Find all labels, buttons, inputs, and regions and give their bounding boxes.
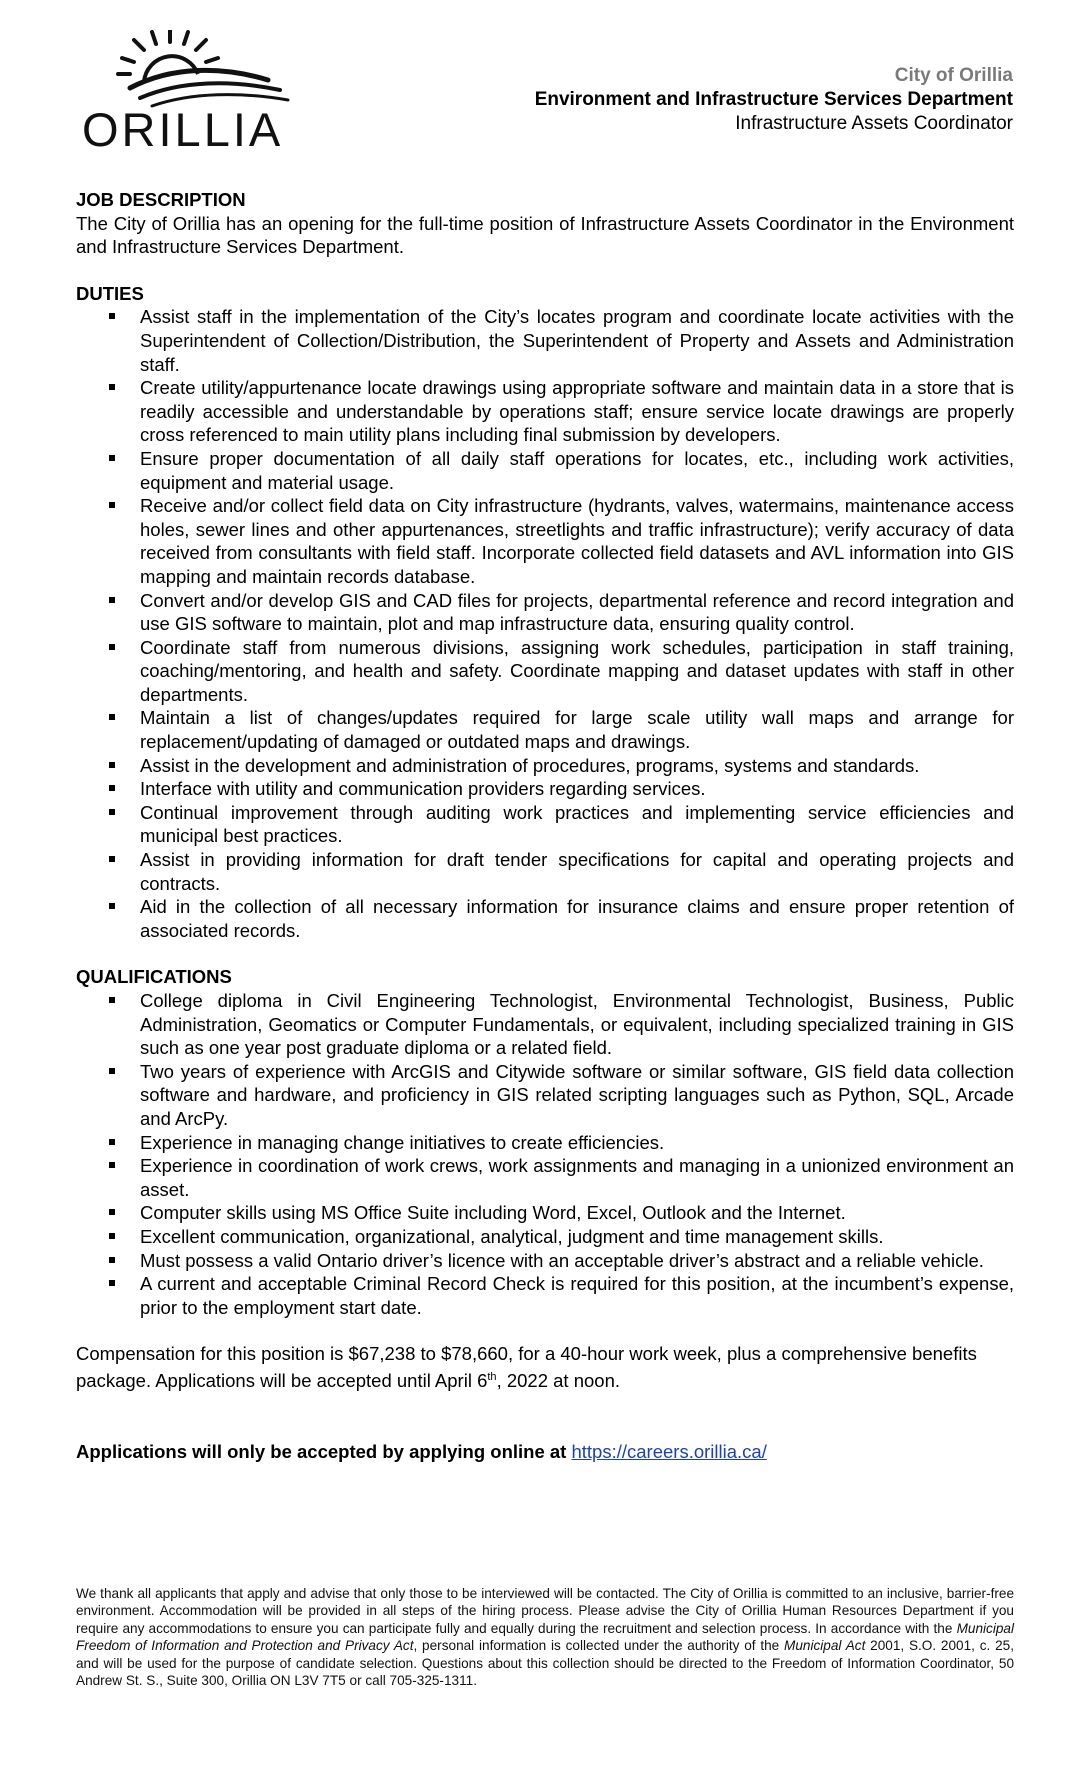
bullet-icon bbox=[109, 502, 115, 508]
bullet-icon bbox=[109, 809, 115, 815]
bullet-icon bbox=[109, 714, 115, 720]
logo-wordmark: ORILLIA bbox=[82, 103, 284, 156]
bullet-icon bbox=[109, 856, 115, 862]
careers-link[interactable]: https://careers.orillia.ca/ bbox=[571, 1440, 767, 1462]
list-item: Interface with utility and communication providers regarding services. bbox=[76, 777, 1014, 801]
bullet-icon bbox=[109, 903, 115, 909]
bullet-icon bbox=[109, 762, 115, 768]
act-name: Municipal Freedom of Information and Protection and Privacy Act bbox=[76, 1620, 1014, 1654]
bullet-icon bbox=[109, 1068, 115, 1074]
bullet-icon bbox=[109, 1280, 115, 1286]
orillia-logo bbox=[82, 30, 312, 156]
ordinal-suffix: th bbox=[487, 1370, 497, 1383]
list-item: Aid in the collection of all necessary information for insurance claims and ensure proper retention of associated records. bbox=[76, 895, 1014, 942]
list-item: Experience in coordination of work crews, work assignments and managing in a unionized environment an asset. bbox=[76, 1154, 1014, 1201]
bullet-icon bbox=[109, 1257, 115, 1263]
list-item: Must possess a valid Ontario driver’s licence with an acceptable driver’s abstract and a reliable vehicle. bbox=[76, 1249, 1014, 1273]
compensation-text: Compensation for this position is $67,238 to $78,660, for a 40-hour work week, plus a comprehensive benefits package. Applications will be accepted until April 6th, 2022 at noon. bbox=[76, 1343, 977, 1392]
list-item: Create utility/appurtenance locate drawings using appropriate software and maintain data in a store that is readily accessible and understandable by operations staff; ensure service locate drawings are properly cross referenced to main utility plans including final submission by developers. bbox=[76, 376, 1014, 447]
position-title: Infrastructure Assets Coordinator bbox=[735, 113, 1013, 134]
duties-list bbox=[76, 305, 1014, 942]
list-item: Receive and/or collect field data on City infrastructure (hydrants, valves, watermains, maintenance access holes, sewer lines and other appurtenances, streetlights and traffic infrastructure); verify accuracy of data received from consultants with field staff. Incorporate collected field datasets and AVL information into GIS mapping and maintain records database. bbox=[76, 494, 1014, 588]
list-item: Assist in providing information for draft tender specifications for capital and operating projects and contracts. bbox=[76, 848, 1014, 895]
bullet-icon bbox=[109, 1162, 115, 1168]
qualifications-heading: QUALIFICATIONS bbox=[76, 966, 232, 988]
job-description-text: The City of Orillia has an opening for the full-time position of Infrastructure Assets Coordinator in the Environment and Infrastructure Services Department. bbox=[76, 212, 1014, 258]
list-item: Assist in the development and administration of procedures, programs, systems and standards. bbox=[76, 754, 1014, 778]
bullet-icon bbox=[109, 644, 115, 650]
city-name: City of Orillia bbox=[894, 65, 1013, 86]
bullet-icon bbox=[109, 785, 115, 791]
list-item: Coordinate staff from numerous divisions, assigning work schedules, participation in staff training, coaching/mentoring, and health and safety. Coordinate mapping and dataset updates with staff in other departments. bbox=[76, 636, 1014, 707]
list-item: Convert and/or develop GIS and CAD files for projects, departmental reference and record integration and use GIS software to maintain, plot and map infrastructure data, ensuring quality control. bbox=[76, 589, 1014, 636]
list-item: Excellent communication, organizational, analytical, judgment and time management skills. bbox=[76, 1225, 1014, 1249]
department-name: Environment and Infrastructure Services Department bbox=[534, 89, 1013, 110]
bullet-icon bbox=[109, 597, 115, 603]
apply-instructions: Applications will only be accepted by applying online at https://careers.orillia.ca/ bbox=[76, 1440, 767, 1462]
list-item: Ensure proper documentation of all daily staff operations for locates, etc., including work activities, equipment and material usage. bbox=[76, 447, 1014, 494]
bullet-icon bbox=[109, 455, 115, 461]
list-item: A current and acceptable Criminal Record Check is required for this position, at the incumbent’s expense, prior to the employment start date. bbox=[76, 1272, 1014, 1319]
list-item: Assist staff in the implementation of the City’s locates program and coordinate locate activities with the Superintendent of Collection/Distribution, the Superintendent of Property and Assets and Administration staff. bbox=[76, 305, 1014, 376]
sun-waves-icon bbox=[82, 30, 312, 110]
bullet-icon bbox=[109, 313, 115, 319]
bullet-icon bbox=[109, 1209, 115, 1215]
duties-heading: DUTIES bbox=[76, 282, 144, 304]
list-item: College diploma in Civil Engineering Technologist, Environmental Technologist, Business, Public Administration, Geomatics or Computer Fundamentals, or equivalent, including specialized training in GIS such as one year post graduate diploma or a related field. bbox=[76, 989, 1014, 1060]
act-name: Municipal Act bbox=[784, 1638, 866, 1654]
privacy-footnote: We thank all applicants that apply and advise that only those to be interviewed will be contacted. The City of Orillia is committed to an inclusive, barrier-free environment. Accommodation will be provided in all steps of the hiring process. Please advise the City of Orillia Human Resources Department if you require any accommodations to ensure you can participate fully and equally during the recruitment and selection process. In accordance with the Municipal Freedom of Information and Protection and Privacy Act, personal information is collected under the authority of the Municipal Act 2001, S.O. 2001, c. 25, and will be used for the purpose of candidate selection. Questions about this collection should be directed to the Freedom of Information Coordinator, 50 Andrew St. S., Suite 300, Orillia ON L3V 7T5 or call 705-325-1311. bbox=[76, 1586, 1014, 1689]
posting-body bbox=[76, 188, 1014, 1463]
list-item: Two years of experience with ArcGIS and Citywide software or similar software, GIS field data collection software and hardware, and proficiency in GIS related scripting languages such as Python, SQL, Arcade and ArcPy. bbox=[76, 1060, 1014, 1131]
list-item: Maintain a list of changes/updates required for large scale utility wall maps and arrange for replacement/updating of damaged or outdated maps and drawings. bbox=[76, 706, 1014, 753]
qualifications-list bbox=[76, 989, 1014, 1319]
bullet-icon bbox=[109, 384, 115, 390]
list-item: Experience in managing change initiatives to create efficiencies. bbox=[76, 1131, 1014, 1155]
list-item: Computer skills using MS Office Suite including Word, Excel, Outlook and the Internet. bbox=[76, 1201, 1014, 1225]
bullet-icon bbox=[109, 1139, 115, 1145]
document-header bbox=[535, 64, 1013, 136]
bullet-icon bbox=[109, 1233, 115, 1239]
list-item: Continual improvement through auditing work practices and implementing service efficiencies and municipal best practices. bbox=[76, 801, 1014, 848]
bullet-icon bbox=[109, 997, 115, 1003]
job-description-heading: JOB DESCRIPTION bbox=[76, 189, 246, 210]
